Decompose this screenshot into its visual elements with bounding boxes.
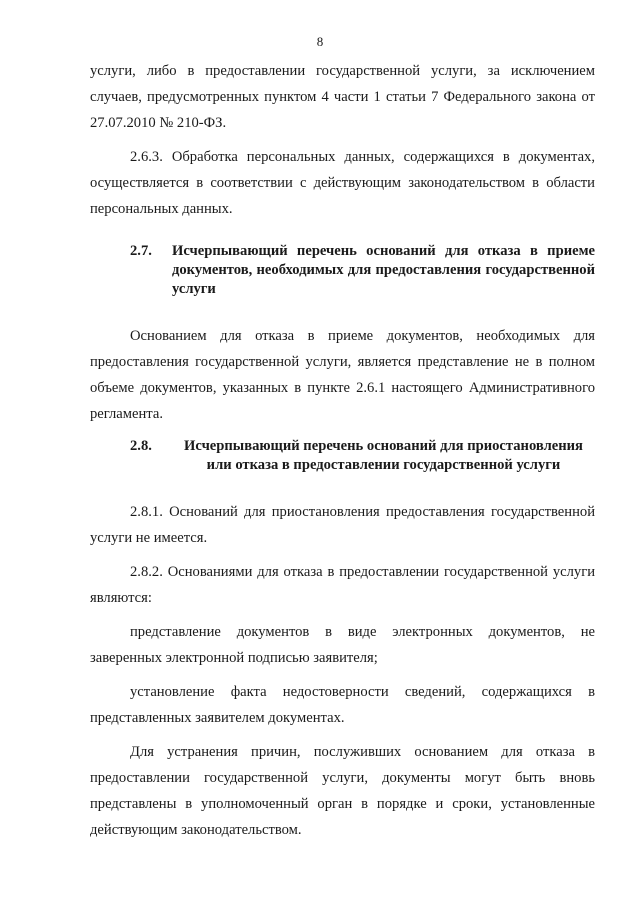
section-heading-2-8 [90, 437, 595, 475]
document-body [90, 58, 595, 851]
list-item-unreliable-information: установление факта недостоверности сведений, содержащихся в представленных заявителем документах. [90, 684, 595, 726]
paragraph-continuation: услуги, либо в предоставлении государственной услуги, за исключением случаев, предусмотренных пунктом 4 части 1 статьи 7 Федерального закона от 27.07.2010 № 210-ФЗ. [90, 63, 595, 131]
paragraph-2-8-2: 2.8.2. Основаниями для отказа в предоставлении государственной услуги являются: [90, 564, 595, 606]
section-heading-2-7 [90, 242, 595, 299]
section-title: Исчерпывающий перечень оснований для отказа в приеме документов, необходимых для предоставления государственной услуги [172, 243, 595, 297]
section-number: 2.7. [130, 243, 152, 259]
paragraph-2-7-body: Основанием для отказа в приеме документов, необходимых для предоставления государственной услуги, является представление не в полном объеме документов, указанных в пункте 2.6.1 настоящего Административного регламента. [90, 328, 595, 422]
section-title: Исчерпывающий перечень оснований для приостановления или отказа в предоставлении государственной услуги [184, 438, 583, 473]
list-item-electronic-documents: представление документов в виде электронных документов, не заверенных электронной подписью заявителя; [90, 624, 595, 666]
page-number: 8 [316, 34, 324, 49]
paragraph-2-8-1: 2.8.1. Оснований для приостановления предоставления государственной услуги не имеется. [90, 504, 595, 546]
section-number: 2.8. [130, 438, 152, 454]
paragraph-resubmission: Для устранения причин, послуживших основанием для отказа в предоставлении государственной услуги, документы могут быть вновь представлены в уполномоченный орган в порядке и сроки, установленные действующим законодательством. [90, 744, 595, 838]
paragraph-2-6-3: 2.6.3. Обработка персональных данных, содержащихся в документах, осуществляется в соответствии с действующим законодательством в области персональных данных. [90, 149, 595, 217]
